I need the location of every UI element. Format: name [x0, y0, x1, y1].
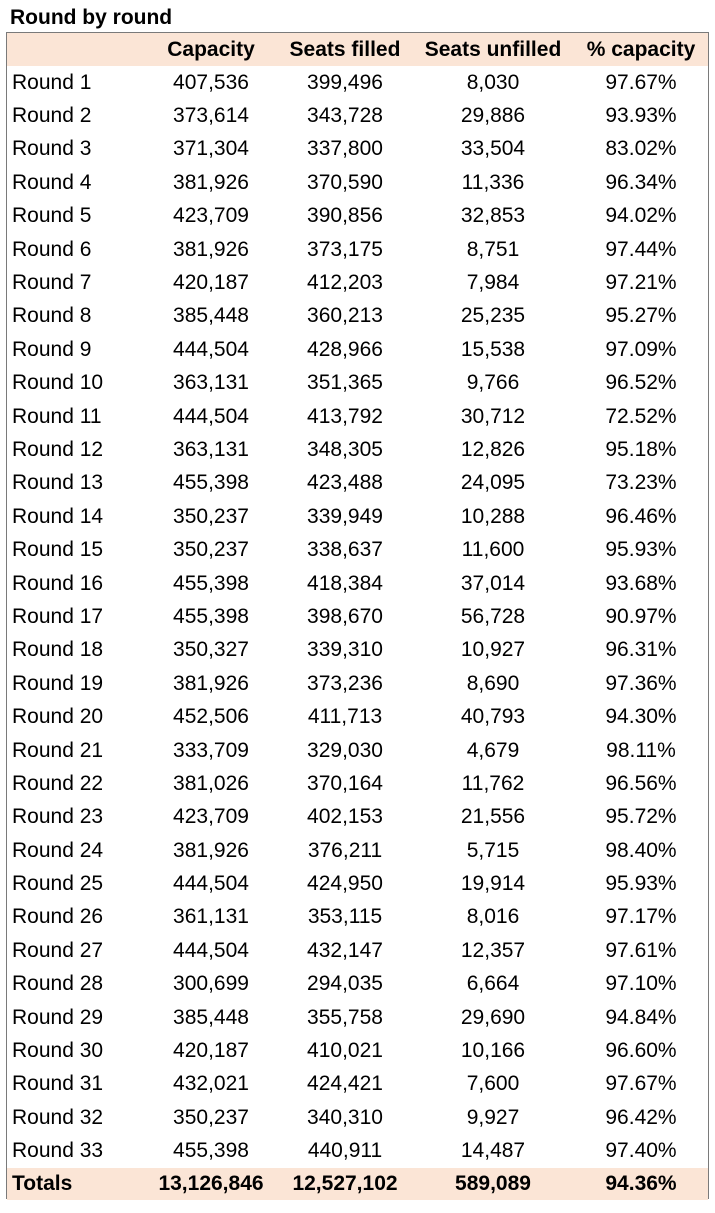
cell-capacity: 350,237	[173, 504, 249, 528]
cell-percent-capacity: 97.17%	[605, 905, 677, 929]
cell-percent-capacity: 97.10%	[605, 972, 677, 996]
table-row	[7, 400, 708, 433]
table-row	[7, 867, 708, 900]
cell-seats-unfilled: 8,016	[466, 905, 520, 929]
cell-seats-unfilled: 10,288	[460, 504, 526, 528]
cell-percent-capacity: 97.67%	[605, 70, 677, 94]
cell-seats-filled: 353,115	[307, 905, 383, 929]
cell-seats-filled: 413,792	[307, 404, 383, 428]
cell-seats-unfilled: 12,826	[460, 437, 526, 461]
table-row	[7, 333, 708, 366]
table-row	[7, 1135, 708, 1168]
cell-round: Round 31	[12, 1072, 104, 1096]
cell-percent-capacity: 97.21%	[605, 271, 677, 295]
cell-round: Round 10	[12, 371, 104, 395]
totals-row	[7, 1168, 708, 1200]
cell-percent-capacity: 96.31%	[605, 638, 677, 662]
cell-seats-filled: 339,949	[307, 504, 383, 528]
cell-seats-unfilled: 9,766	[466, 371, 520, 395]
cell-percent-capacity: 95.27%	[605, 304, 677, 328]
cell-percent-capacity: 94.84%	[605, 1005, 677, 1029]
totals-cell-seats-unfilled: 589,089	[455, 1171, 531, 1195]
cell-percent-capacity: 95.72%	[605, 805, 677, 829]
cell-round: Round 3	[12, 137, 92, 161]
cell-seats-unfilled: 21,556	[460, 805, 526, 829]
cell-seats-filled: 428,966	[307, 337, 383, 361]
cell-seats-filled: 399,496	[307, 70, 383, 94]
cell-percent-capacity: 98.11%	[606, 738, 676, 762]
cell-capacity: 333,709	[173, 738, 249, 762]
cell-round: Round 22	[12, 771, 104, 795]
cell-round: Round 30	[12, 1039, 104, 1063]
table-row	[7, 367, 708, 400]
cell-capacity: 444,504	[173, 337, 249, 361]
table-row	[7, 1101, 708, 1134]
cell-round: Round 33	[12, 1139, 104, 1163]
cell-capacity: 444,504	[173, 938, 249, 962]
cell-seats-unfilled: 32,853	[460, 204, 526, 228]
header-cell-seats-filled: Seats filled	[289, 37, 401, 61]
cell-capacity: 444,504	[173, 404, 249, 428]
cell-seats-filled: 373,175	[307, 237, 383, 261]
cell-seats-unfilled: 11,762	[461, 771, 525, 795]
cell-percent-capacity: 96.60%	[605, 1039, 677, 1063]
cell-seats-unfilled: 4,679	[466, 738, 520, 762]
cell-seats-filled: 412,203	[307, 271, 383, 295]
table-row	[7, 500, 708, 533]
cell-seats-filled: 343,728	[307, 104, 383, 128]
cell-seats-filled: 424,950	[307, 872, 383, 896]
cell-capacity: 363,131	[173, 371, 249, 395]
table-row	[7, 1001, 708, 1034]
table-row	[7, 200, 708, 233]
cell-capacity: 350,237	[173, 1105, 249, 1129]
cell-capacity: 432,021	[173, 1072, 249, 1096]
cell-capacity: 455,398	[173, 604, 249, 628]
cell-round: Round 28	[12, 972, 104, 996]
cell-round: Round 32	[12, 1105, 104, 1129]
cell-round: Round 24	[12, 838, 104, 862]
cell-percent-capacity: 97.67%	[605, 1072, 677, 1096]
header-cell-percent-capacity: % capacity	[586, 37, 696, 61]
table-title: Round by round	[10, 6, 173, 29]
cell-seats-unfilled: 11,336	[461, 170, 525, 194]
cell-capacity: 350,327	[173, 638, 249, 662]
cell-seats-filled: 376,211	[307, 838, 383, 862]
cell-round: Round 25	[12, 872, 104, 896]
cell-round: Round 19	[12, 671, 104, 695]
cell-capacity: 423,709	[173, 204, 249, 228]
cell-capacity: 350,237	[173, 538, 249, 562]
table-row	[7, 734, 708, 767]
cell-round: Round 27	[12, 938, 104, 962]
cell-seats-unfilled: 10,166	[460, 1039, 526, 1063]
cell-capacity: 423,709	[173, 805, 249, 829]
totals-cell-percent-capacity: 94.36%	[605, 1171, 677, 1195]
cell-round: Round 20	[12, 705, 104, 729]
cell-seats-filled: 440,911	[307, 1139, 383, 1163]
cell-seats-unfilled: 10,927	[460, 638, 526, 662]
cell-percent-capacity: 73.23%	[605, 471, 677, 495]
cell-seats-filled: 410,021	[307, 1039, 383, 1063]
table-row	[7, 99, 708, 132]
cell-seats-filled: 398,670	[307, 604, 383, 628]
cell-seats-unfilled: 14,487	[460, 1139, 526, 1163]
cell-capacity: 361,131	[173, 905, 249, 929]
cell-round: Round 29	[12, 1005, 104, 1029]
cell-seats-filled: 411,713	[307, 705, 383, 729]
cell-round: Round 9	[12, 337, 92, 361]
cell-percent-capacity: 96.52%	[605, 371, 677, 395]
cell-percent-capacity: 97.61%	[605, 938, 677, 962]
cell-seats-filled: 432,147	[307, 938, 383, 962]
totals-cell-label: Totals	[12, 1171, 73, 1195]
cell-percent-capacity: 97.36%	[605, 671, 677, 695]
totals-cell-seats-filled: 12,527,102	[292, 1171, 398, 1195]
cell-seats-unfilled: 24,095	[460, 471, 526, 495]
table-row	[7, 834, 708, 867]
cell-round: Round 6	[12, 237, 92, 261]
cell-round: Round 26	[12, 905, 104, 929]
cell-seats-unfilled: 7,984	[466, 271, 520, 295]
cell-seats-filled: 337,800	[307, 137, 383, 161]
cell-seats-filled: 348,305	[307, 437, 383, 461]
cell-seats-unfilled: 29,886	[460, 104, 526, 128]
table-row	[7, 1068, 708, 1101]
cell-seats-filled: 423,488	[307, 471, 383, 495]
cell-seats-unfilled: 37,014	[460, 571, 526, 595]
cell-capacity: 385,448	[173, 304, 249, 328]
cell-seats-unfilled: 8,751	[466, 237, 520, 261]
cell-seats-filled: 418,384	[307, 571, 383, 595]
cell-capacity: 381,926	[173, 671, 249, 695]
cell-seats-filled: 351,365	[307, 371, 383, 395]
cell-seats-filled: 338,637	[307, 538, 383, 562]
cell-percent-capacity: 98.40%	[605, 838, 677, 862]
cell-round: Round 7	[12, 271, 92, 295]
table-row	[7, 266, 708, 299]
cell-seats-filled: 373,236	[307, 671, 383, 695]
table-row	[7, 233, 708, 266]
cell-round: Round 12	[12, 437, 104, 461]
cell-capacity: 363,131	[173, 437, 249, 461]
cell-seats-filled: 370,164	[307, 771, 383, 795]
cell-capacity: 455,398	[173, 571, 249, 595]
cell-round: Round 11	[12, 404, 102, 428]
cell-seats-unfilled: 5,715	[466, 838, 520, 862]
cell-percent-capacity: 96.42%	[605, 1105, 677, 1129]
table-row	[7, 600, 708, 633]
cell-round: Round 16	[12, 571, 104, 595]
cell-seats-unfilled: 15,538	[460, 337, 526, 361]
cell-percent-capacity: 90.97%	[605, 604, 677, 628]
cell-percent-capacity: 95.18%	[605, 437, 677, 461]
table-row	[7, 567, 708, 600]
cell-seats-unfilled: 19,914	[460, 872, 526, 896]
cell-round: Round 18	[12, 638, 104, 662]
cell-percent-capacity: 72.52%	[605, 404, 677, 428]
cell-seats-filled: 355,758	[307, 1005, 383, 1029]
cell-percent-capacity: 94.30%	[605, 705, 677, 729]
cell-round: Round 2	[12, 104, 92, 128]
table-row	[7, 533, 708, 566]
cell-seats-unfilled: 7,600	[466, 1072, 520, 1096]
cell-round: Round 14	[12, 504, 104, 528]
cell-seats-unfilled: 56,728	[460, 604, 526, 628]
table-row	[7, 133, 708, 166]
cell-round: Round 4	[12, 170, 92, 194]
cell-seats-filled: 370,590	[307, 170, 383, 194]
cell-capacity: 381,926	[173, 838, 249, 862]
cell-capacity: 385,448	[173, 1005, 249, 1029]
cell-round: Round 1	[12, 70, 92, 94]
cell-seats-filled: 360,213	[307, 304, 383, 328]
cell-percent-capacity: 97.40%	[605, 1139, 677, 1163]
cell-round: Round 23	[12, 805, 104, 829]
cell-capacity: 407,536	[173, 70, 249, 94]
header-row	[7, 33, 708, 66]
table-row	[7, 433, 708, 466]
cell-seats-unfilled: 25,235	[460, 304, 526, 328]
cell-percent-capacity: 96.34%	[605, 170, 677, 194]
table-row	[7, 901, 708, 934]
cell-seats-filled: 340,310	[307, 1105, 383, 1129]
table-row	[7, 467, 708, 500]
cell-seats-unfilled: 12,357	[460, 938, 526, 962]
cell-round: Round 17	[12, 604, 104, 628]
table-row	[7, 767, 708, 800]
cell-seats-unfilled: 11,600	[461, 538, 525, 562]
table-row	[7, 801, 708, 834]
cell-seats-filled: 390,856	[307, 204, 383, 228]
cell-capacity: 452,506	[173, 705, 249, 729]
cell-capacity: 300,699	[173, 972, 249, 996]
table-row	[7, 166, 708, 199]
cell-capacity: 371,304	[173, 137, 249, 161]
cell-round: Round 13	[12, 471, 104, 495]
cell-seats-filled: 339,310	[307, 638, 383, 662]
cell-percent-capacity: 95.93%	[605, 872, 677, 896]
cell-seats-unfilled: 40,793	[460, 705, 526, 729]
cell-seats-filled: 402,153	[307, 805, 383, 829]
table-row	[7, 300, 708, 333]
cell-seats-unfilled: 6,664	[466, 972, 520, 996]
cell-seats-unfilled: 9,927	[466, 1105, 520, 1129]
cell-seats-filled: 329,030	[307, 738, 383, 762]
cell-capacity: 420,187	[173, 1039, 249, 1063]
cell-round: Round 8	[12, 304, 92, 328]
cell-percent-capacity: 97.44%	[605, 237, 677, 261]
cell-percent-capacity: 93.93%	[605, 104, 677, 128]
cell-capacity: 381,926	[173, 237, 249, 261]
cell-percent-capacity: 96.46%	[605, 504, 677, 528]
header-cell-seats-unfilled: Seats unfilled	[424, 37, 562, 61]
cell-round: Round 21	[12, 738, 104, 762]
cell-seats-unfilled: 30,712	[460, 404, 526, 428]
table-row	[7, 634, 708, 667]
cell-percent-capacity: 93.68%	[605, 571, 677, 595]
header-cell-capacity: Capacity	[167, 37, 255, 61]
cell-percent-capacity: 83.02%	[605, 137, 677, 161]
cell-round: Round 15	[12, 538, 104, 562]
cell-capacity: 420,187	[173, 271, 249, 295]
cell-seats-unfilled: 29,690	[460, 1005, 526, 1029]
cell-seats-unfilled: 33,504	[460, 137, 526, 161]
totals-cell-capacity: 13,126,846	[158, 1171, 264, 1195]
cell-capacity: 373,614	[173, 104, 249, 128]
table-row	[7, 66, 708, 99]
cell-capacity: 381,926	[173, 170, 249, 194]
cell-seats-unfilled: 8,030	[466, 70, 520, 94]
cell-percent-capacity: 97.09%	[605, 337, 677, 361]
cell-percent-capacity: 94.02%	[605, 204, 677, 228]
table-row	[7, 1034, 708, 1067]
cell-seats-filled: 294,035	[307, 972, 383, 996]
table-row	[7, 700, 708, 733]
cell-capacity: 455,398	[173, 1139, 249, 1163]
cell-seats-unfilled: 8,690	[466, 671, 520, 695]
cell-capacity: 444,504	[173, 872, 249, 896]
table-row	[7, 667, 708, 700]
cell-round: Round 5	[12, 204, 92, 228]
cell-seats-filled: 424,421	[307, 1072, 383, 1096]
cell-capacity: 455,398	[173, 471, 249, 495]
round-table	[6, 32, 709, 1199]
table-row	[7, 934, 708, 967]
table-body	[7, 66, 708, 1168]
table-row	[7, 968, 708, 1001]
cell-capacity: 381,026	[173, 771, 249, 795]
cell-percent-capacity: 95.93%	[605, 538, 677, 562]
cell-percent-capacity: 96.56%	[605, 771, 677, 795]
